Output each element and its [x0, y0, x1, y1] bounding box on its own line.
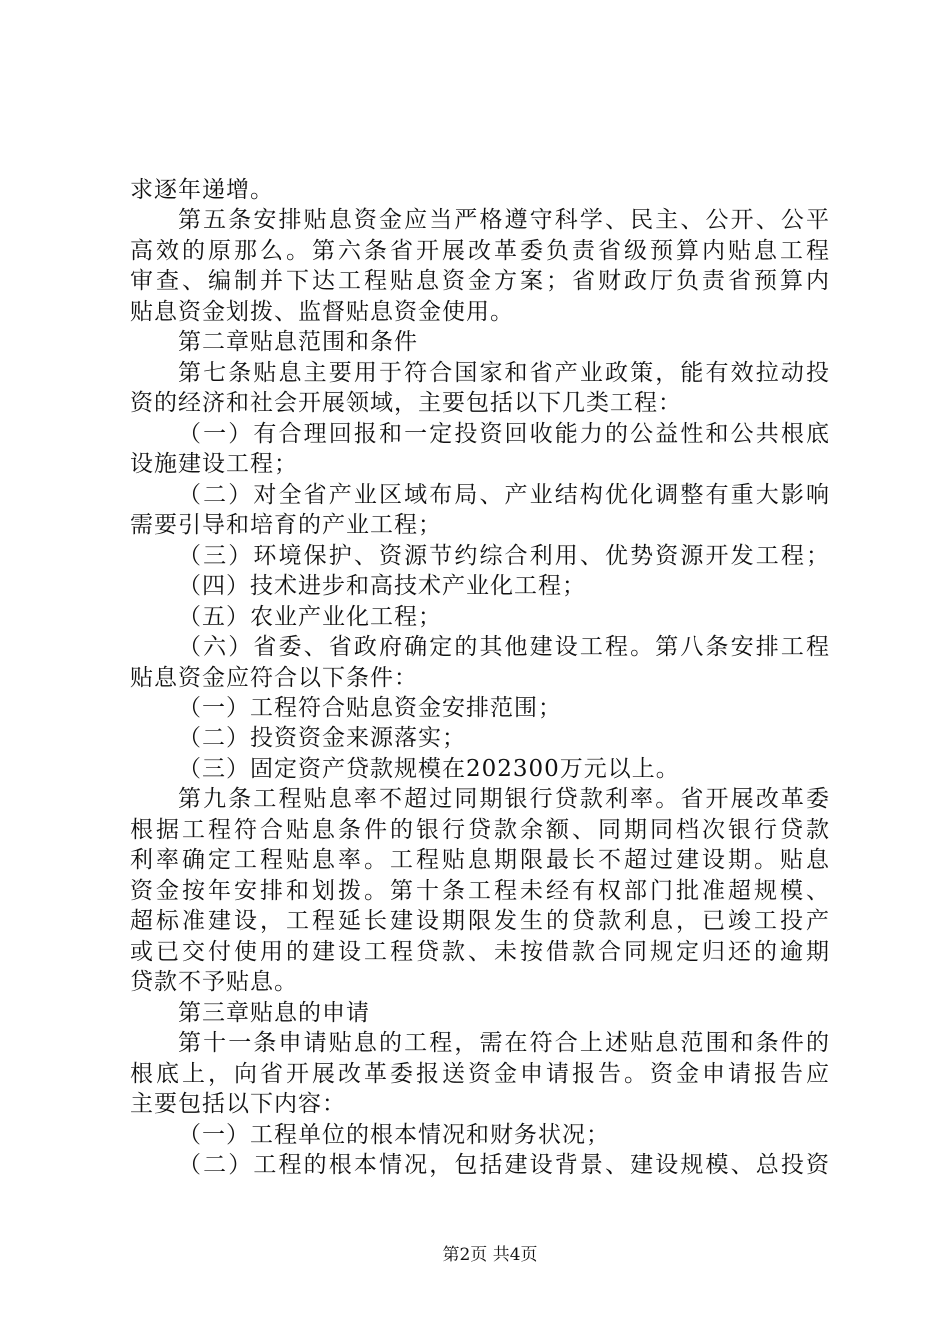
body-line: 贴息资金应符合以下条件：	[130, 664, 418, 691]
body-line: 超标准建设，工程延长建设期限发生的贷款利息，已竣工投产	[130, 908, 830, 935]
list-item-line: （二）对全省产业区域布局、产业结构优化调整有重大影响	[178, 481, 830, 508]
body-line: 根据工程符合贴息条件的银行贷款余额、同期同档次银行贷款	[130, 816, 830, 843]
list-item-line: （一）工程单位的根本情况和财务状况；	[178, 1121, 610, 1148]
list-item-line: （四）技术进步和高技术产业化工程；	[178, 573, 586, 600]
body-line: 审查、编制并下达工程贴息资金方案；省财政厅负责省预算内	[130, 268, 830, 295]
list-item-line: （一）工程符合贴息资金安排范围；	[178, 694, 562, 721]
body-line: 贴息资金划拨、监督贴息资金使用。	[130, 298, 514, 325]
body-line: 设施建设工程；	[130, 451, 298, 478]
article-9-line: 第九条工程贴息率不超过同期银行贷款利率。省开展改革委	[178, 786, 830, 813]
list-item-line: （三）环境保护、资源节约综合利用、优势资源开发工程；	[178, 542, 830, 569]
list-item-line: （一）有合理回报和一定投资回收能力的公益性和公共根底	[178, 420, 830, 447]
chapter-heading: 第二章贴息范围和条件	[178, 329, 418, 356]
article-5-line: 第五条安排贴息资金应当严格遵守科学、民主、公开、公平	[178, 207, 830, 234]
body-line: 根底上，向省开展改革委报送资金申请报告。资金申请报告应	[130, 1060, 830, 1087]
body-line: 高效的原那么。第六条省开展改革委负责省级预算内贴息工程	[130, 237, 830, 264]
body-line: 或已交付使用的建设工程贷款、未按借款合同规定归还的逾期	[130, 938, 830, 965]
list-item-line: （三）固定资产贷款规模在202300万元以上。	[178, 755, 680, 782]
body-line: 主要包括以下内容：	[130, 1091, 346, 1118]
article-11-line: 第十一条申请贴息的工程，需在符合上述贴息范围和条件的	[178, 1030, 830, 1057]
list-item-line: （六）省委、省政府确定的其他建设工程。第八条安排工程	[178, 634, 830, 661]
body-line: 求逐年递增。	[130, 177, 274, 203]
body-line: 需要引导和培育的产业工程；	[130, 512, 442, 539]
page-number-footer: 第2页 共4页	[442, 1245, 538, 1265]
body-line: 利率确定工程贴息率。工程贴息期限最长不超过建设期。贴息	[130, 847, 830, 874]
body-line: 贷款不予贴息。	[130, 969, 298, 996]
article-7-line: 第七条贴息主要用于符合国家和省产业政策，能有效拉动投	[178, 359, 830, 386]
body-line: 资的经济和社会开展领域，主要包括以下几类工程：	[130, 390, 682, 417]
document-body	[130, 175, 830, 1180]
chapter-heading: 第三章贴息的申请	[178, 999, 370, 1026]
body-line: 资金按年安排和划拨。第十条工程未经有权部门批准超规模、	[130, 877, 830, 904]
list-item-line: （五）农业产业化工程；	[178, 603, 442, 630]
list-item-line: （二）投资资金来源落实；	[178, 725, 466, 752]
list-item-line: （二）工程的根本情况，包括建设背景、建设规模、总投资	[178, 1152, 830, 1178]
